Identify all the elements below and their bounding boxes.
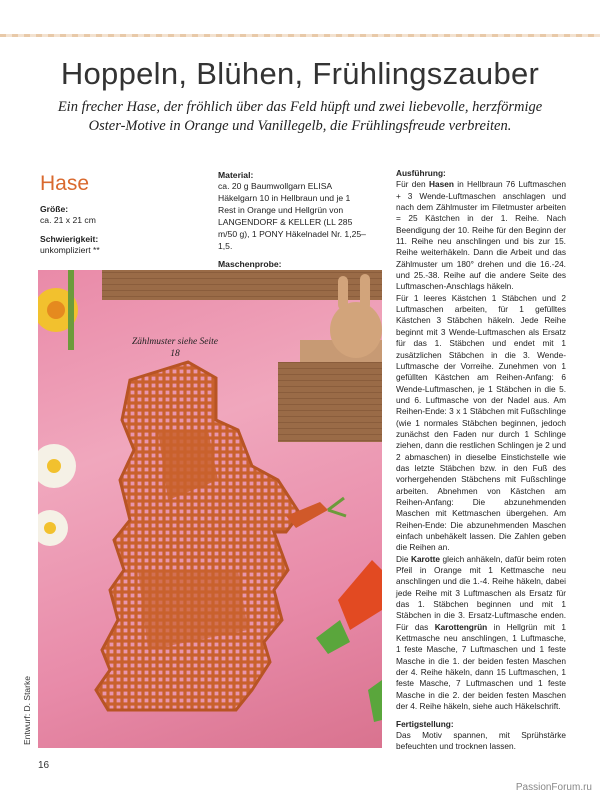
finishing-text: Das Motiv spannen, mit Sprühstärke befeuchten und trocknen lassen. bbox=[396, 729, 566, 752]
design-credit: Entwurf: D. Starke bbox=[22, 676, 32, 745]
section-title: Hase bbox=[40, 172, 90, 195]
wood-bunny-ear-2 bbox=[360, 274, 370, 310]
instructions-paragraph-1 bbox=[396, 179, 566, 292]
page-title: Hoppeln, Blühen, Frühlingszauber bbox=[60, 56, 540, 91]
watermark: PassionForum.ru bbox=[515, 782, 592, 793]
wood-block bbox=[278, 362, 382, 442]
narcissus-center-2 bbox=[44, 522, 56, 534]
p3-bold-carrot-green: Karottengrün bbox=[434, 621, 488, 632]
wood-carrot-leaves-2 bbox=[368, 680, 382, 722]
p1-text: in Hellbraun 76 Luftmaschen + 3 Wende-Luftmaschen anschlagen und nach dem Zählmuster im Filetmuster arbeiten = 25 Kästchen in der 1. Reihe. Nach Beendigung der 10. Reihe für den Beginn der 11. Reihe neu anschlingen und bis zur 15. Reihe weiterhäkeln. Dann die Arbeit und das Zählmuster um 180° drehen und die 16.-24. und 25.-38. Reihe auf die andere Seite des Luftmaschen-Anschlags häkeln. bbox=[396, 179, 566, 292]
p1-bold: Hasen bbox=[428, 179, 454, 190]
p1-pre: Für den bbox=[396, 179, 429, 190]
material-label: Material: bbox=[218, 170, 254, 180]
p3-bold-carrot: Karotte bbox=[410, 553, 440, 564]
chart-reference-caption: Zählmuster siehe Seite 18 bbox=[131, 337, 218, 359]
instructions-column bbox=[396, 168, 566, 753]
page-subtitle: Ein frecher Hase, der fröhlich über das Feld hüpft und zwei liebevolle, herzförmige Oster-Motive in Orange und Vanillegelb, die Frühlingsfreude verbreiten. bbox=[57, 99, 543, 134]
difficulty-label: Schwierigkeit: bbox=[40, 234, 99, 244]
instructions-paragraph-2: Für 1 leeres Kästchen 1 Stäbchen und 2 Luftmaschen arbeiten, für 1 gefülltes Kästchen 3 Stäbchen häkeln. Jede Reihe beginnt mit 3 Wende-Luftmaschen als Ersatz für das 1. Stäbchen und endet mit 1 zusätzlichen Stäbchen in die 3. Wende-Luftmasche der Vorreihe. Zunehmen von 1 gefüllten Kästchen am Reihen-Anfang: 6 Wende-Luftmaschen, je 1 Stäbchen in die 5. und 6. Luftmasche von der Nadel aus. Am Reihen-Ende: 3 x 1 Stäbchen mit Fußschlinge (wie 1 normales Stäbchen beginnen, jedoch zunächst den Faden nur durch 1 Schlinge ziehen, dann die restlichen Schlingen je 2 und 2 abmaschen) in dieselbe Einstichstelle wie das letzte Stäbchen bzw. in den Fuß des vorhergehenden Stäbchens mit Fußschlinge arbeiten. Abnehmen von Kästchen am Reihen-Anfang: Die abzunehmenden Maschen mit Kettmaschen übergehen. Am Reihen-Ende: Die abzunehmenden Maschen einfach unbehäkelt lassen. Die Zahlen geben die Reihen an. bbox=[396, 292, 566, 553]
crochet-bunny bbox=[96, 362, 300, 710]
wood-carrot bbox=[338, 560, 382, 630]
wood-bunny-ear bbox=[338, 276, 348, 310]
project-photo bbox=[38, 270, 382, 748]
p3-pre: Die bbox=[396, 553, 411, 564]
wood-bunny-head bbox=[330, 302, 382, 358]
info-column bbox=[40, 204, 210, 264]
material-value: ca. 20 g Baumwollgarn ELISA Häkelgarn 10 in Hellbraun und je 1 Rest in Orange und Hellgrün von LANGENDORF & KELLER (LL 285 m/50 g), 1 PONY Häkelnadel Nr. 1,25–1,5. bbox=[218, 181, 366, 251]
narcissus-center bbox=[47, 459, 61, 473]
flower-stem bbox=[68, 270, 74, 350]
p3-post: in Hellgrün mit 1 Kettmasche neu anschlingen, 1 Luftmasche, 1 feste Masche, 7 Luftmaschen und 1 feste Masche in die 1. der beiden festen Maschen der 4. Reihe häkeln, dann 15 Luftmaschen, 1 feste Masche, 7 Luftmaschen und 1 feste Masche in die 2. der beiden festen Maschen der 4. Reihe häkeln, siehe auch Häkelschrift. bbox=[396, 621, 566, 712]
p3-mid: gleich anhäkeln, dafür beim roten Pfeil in Orange mit 1 Kettmasche neu anschlingen und die 1.-4. Reihe häkeln, dabei jede Reihe mit 3 Luftmaschen als Ersatz für das 1. Stäbchen beginnen und mit 1 Stäbchen in die 3. Ersatz-Luftmasche enden. Für das bbox=[396, 553, 566, 632]
instructions-paragraph-3 bbox=[396, 554, 566, 713]
top-decor-line bbox=[0, 34, 600, 37]
carrot-greens bbox=[328, 498, 346, 516]
daffodil-center bbox=[47, 301, 65, 319]
execution-label: Ausführung: bbox=[396, 168, 446, 178]
wood-carrot-leaves bbox=[316, 620, 350, 654]
finishing-label: Fertigstellung: bbox=[396, 718, 454, 729]
gauge-label: Maschenprobe: bbox=[218, 259, 282, 269]
top-bar bbox=[0, 0, 600, 34]
size-label: Größe: bbox=[40, 204, 69, 214]
page-number: 16 bbox=[38, 760, 50, 771]
size-value: ca. 21 x 21 cm bbox=[40, 215, 96, 225]
difficulty-value: unkompliziert ** bbox=[40, 245, 100, 255]
